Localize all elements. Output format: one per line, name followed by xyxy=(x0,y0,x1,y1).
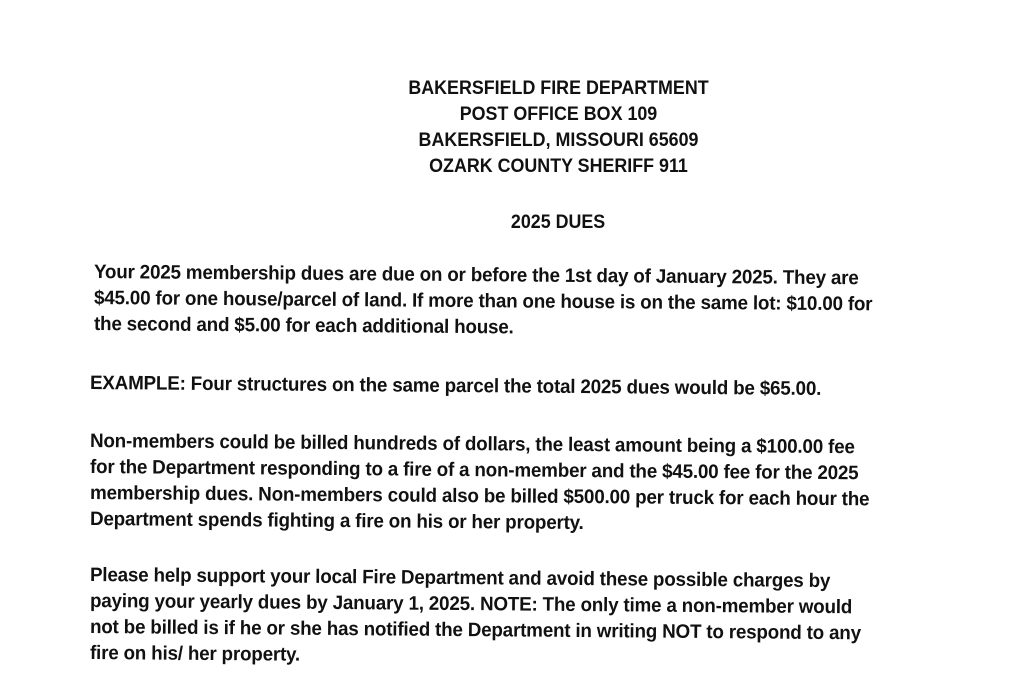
paragraph-support-note xyxy=(90,562,889,666)
paragraph-dues-amount xyxy=(94,259,901,337)
paragraph-non-member-charges xyxy=(89,428,898,535)
paragraph-line: Department spends fighting a fire on his or her property. xyxy=(89,508,584,535)
paragraph-example xyxy=(89,370,848,400)
paragraph-line: not be billed is if he or she has notified the Department in writing NOT to respond to any xyxy=(89,616,861,645)
paragraph-line: membership dues. Non-members could also be billed $500.00 per truck for each hour the xyxy=(89,482,870,511)
letterhead xyxy=(0,76,1024,180)
paragraph-line: $45.00 for one house/parcel of land. If more than one house is on the same lot: $10.00 for xyxy=(93,287,873,316)
paragraph-line: the second and $5.00 for each additional house. xyxy=(93,313,514,339)
paragraph-line: Non-members could be billed hundreds of dollars, the least amount being a $100.00 fee xyxy=(89,430,855,459)
paragraph-line: Please help support your local Fire Department and avoid these possible charges by xyxy=(89,564,831,593)
paragraph-line: Your 2025 membership dues are due on or before the 1st day of January 2025. They are xyxy=(93,261,859,290)
letterhead-department-name: BAKERSFIELD FIRE DEPARTMENT xyxy=(408,78,709,99)
page-title: 2025 DUES xyxy=(510,212,606,233)
letterhead-city-state-zip: BAKERSFIELD, MISSOURI 65609 xyxy=(418,130,699,151)
letterhead-sheriff-phone: OZARK COUNTY SHERIFF 911 xyxy=(429,156,688,177)
paragraph-line: EXAMPLE: Four structures on the same parcel the total 2025 dues would be $65.00. xyxy=(89,372,822,400)
paragraph-line: for the Department responding to a fire of a non-member and the $45.00 fee for the 2025 xyxy=(89,456,859,485)
letterhead-post-office-box: POST OFFICE BOX 109 xyxy=(459,104,658,125)
paragraph-line: paying your yearly dues by January 1, 2025. NOTE: The only time a non-member would xyxy=(89,590,853,619)
paragraph-line: fire on his/ her property. xyxy=(89,642,301,666)
